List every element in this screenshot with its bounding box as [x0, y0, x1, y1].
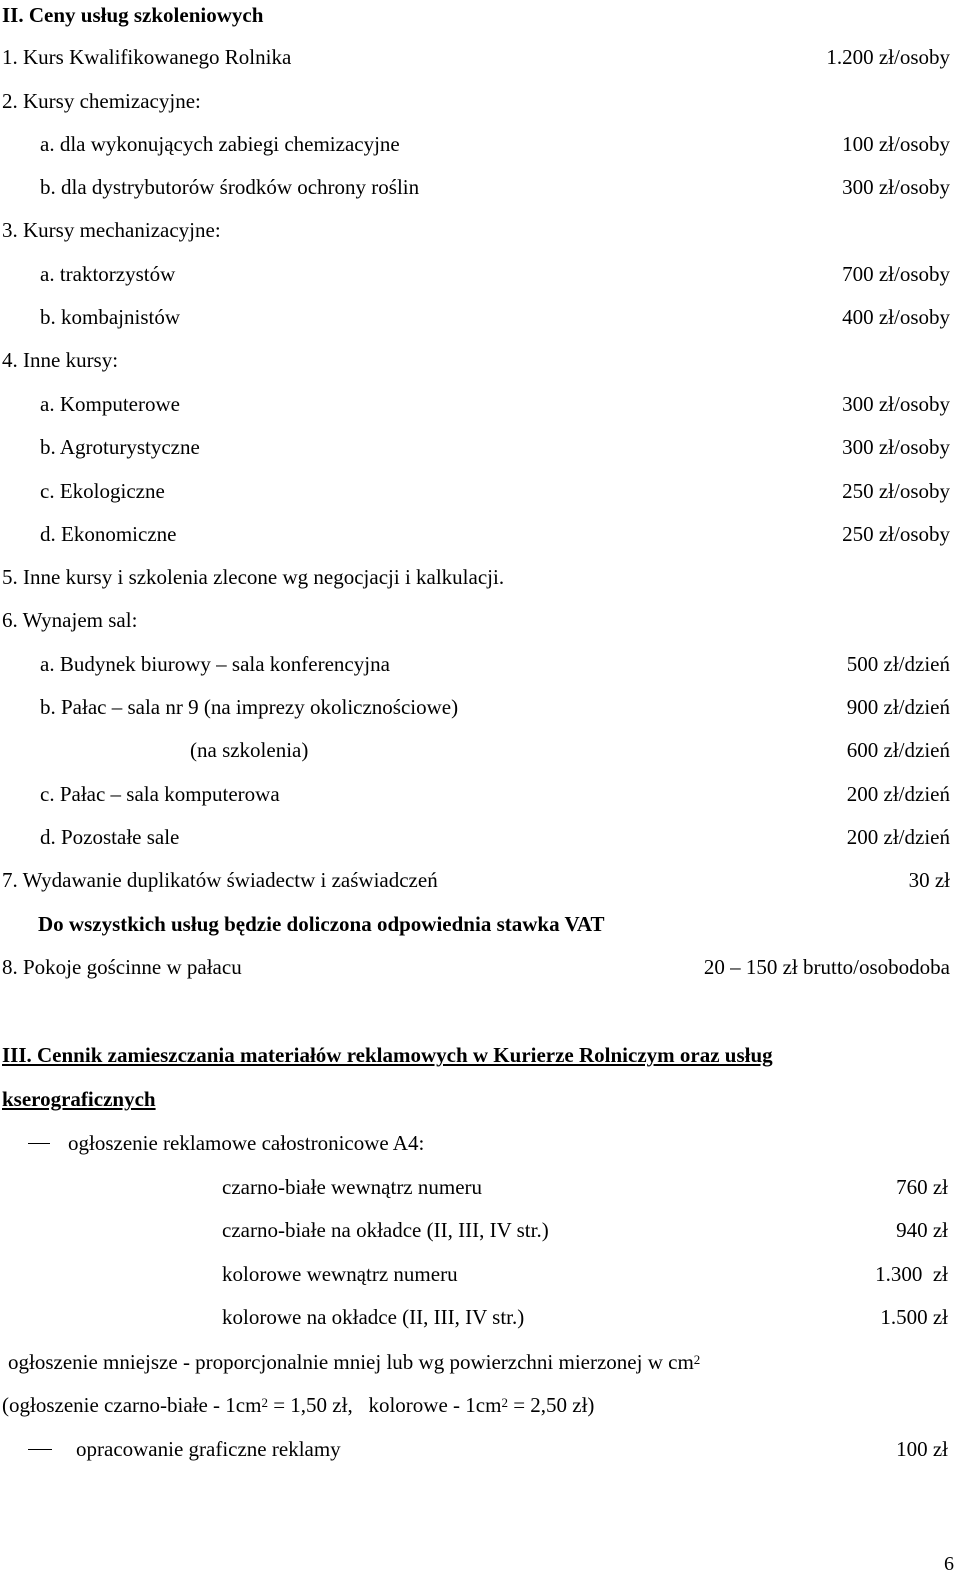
- ad-full-label: ogłoszenie reklamowe całostronicowe A4:: [68, 1131, 425, 1155]
- item-2b-price: 300 zł/osoby: [842, 175, 950, 199]
- smaller-ad-text: ogłoszenie mniejsze - proporcjonalnie mniej lub wg powierzchni mierzonej w cm: [8, 1350, 694, 1374]
- item-2a-label: a. dla wykonujących zabiegi chemizacyjne: [40, 132, 400, 156]
- item-4a-label: a. Komputerowe: [40, 392, 180, 416]
- ad-row-2-label: czarno-białe na okładce (II, III, IV str.): [222, 1218, 549, 1242]
- item-4d-price: 250 zł/osoby: [842, 522, 950, 546]
- ad-row-3-price: 1.300 zł: [875, 1262, 948, 1286]
- item-6a-label: a. Budynek biurowy – sala konferencyjna: [40, 652, 390, 676]
- item-4a-price: 300 zł/osoby: [842, 392, 950, 416]
- item-6c-label: c. Pałac – sala komputerowa: [40, 782, 280, 806]
- item-7-label: 7. Wydawanie duplikatów świadectw i zaświadczeń: [2, 868, 438, 892]
- smaller-ad-line: [8, 1350, 700, 1374]
- item-3a-price: 700 zł/osoby: [842, 262, 950, 286]
- item-6b2-label: (na szkolenia): [190, 738, 309, 762]
- ad-row-2-price: 940 zł: [896, 1218, 948, 1242]
- item-1-price: 1.200 zł/osoby: [826, 45, 950, 69]
- item-3b-label: b. kombajnistów: [40, 305, 180, 329]
- item-6d-label: d. Pozostałe sale: [40, 825, 180, 849]
- item-8-label: 8. Pokoje gościnne w pałacu: [2, 955, 242, 979]
- vat-note: Do wszystkich usług będzie doliczona odpowiednia stawka VAT: [38, 912, 605, 936]
- ad-row-1-label: czarno-białe wewnątrz numeru: [222, 1175, 483, 1199]
- dash-bullet-icon: [28, 1449, 52, 1450]
- example-sup-2: 2: [501, 1395, 508, 1410]
- item-4c-label: c. Ekologiczne: [40, 479, 165, 503]
- example-part-1: (ogłoszenie czarno-białe - 1cm: [2, 1393, 262, 1417]
- item-6-label: 6. Wynajem sal:: [2, 608, 138, 632]
- item-4d-label: d. Ekonomiczne: [40, 522, 177, 546]
- ad-row-4-price: 1.500 zł: [880, 1305, 948, 1329]
- graphic-design-price: 100 zł: [896, 1437, 948, 1461]
- item-6d-price: 200 zł/dzień: [846, 825, 950, 849]
- item-2-label: 2. Kursy chemizacyjne:: [2, 89, 201, 113]
- graphic-design-label: opracowanie graficzne reklamy: [76, 1437, 341, 1461]
- example-part-3: = 2,50 zł): [507, 1393, 595, 1417]
- item-2a-price: 100 zł/osoby: [842, 132, 950, 156]
- ad-row-1-price: 760 zł: [896, 1175, 948, 1199]
- item-6b-price: 900 zł/dzień: [846, 695, 950, 719]
- item-5-label: 5. Inne kursy i szkolenia zlecone wg negocjacji i kalkulacji.: [2, 565, 505, 589]
- ad-row-3-label: kolorowe wewnątrz numeru: [222, 1262, 458, 1286]
- item-6a-price: 500 zł/dzień: [846, 652, 950, 676]
- item-6b-label: b. Pałac – sala nr 9 (na imprezy okolicznościowe): [40, 695, 459, 719]
- item-4b-label: b. Agroturystyczne: [40, 435, 200, 459]
- item-3-label: 3. Kursy mechanizacyjne:: [2, 218, 221, 242]
- ad-row-4-label: kolorowe na okładce (II, III, IV str.): [222, 1305, 525, 1329]
- item-3a-label: a. traktorzystów: [40, 262, 176, 286]
- item-4c-price: 250 zł/osoby: [842, 479, 950, 503]
- dash-bullet-icon: [28, 1143, 50, 1144]
- item-8-price: 20 – 150 zł brutto/osobodoba: [703, 955, 950, 979]
- page-number: 6: [944, 1553, 954, 1575]
- section-3-heading-line1: III. Cennik zamieszczania materiałów reklamowych w Kurierze Rolniczym oraz usług: [2, 1043, 773, 1067]
- item-1-label: 1. Kurs Kwalifikowanego Rolnika: [2, 45, 292, 69]
- item-2b-label: b. dla dystrybutorów środków ochrony roślin: [40, 175, 420, 199]
- example-part-2: = 1,50 zł, kolorowe - 1cm: [267, 1393, 502, 1417]
- item-4-label: 4. Inne kursy:: [2, 348, 119, 372]
- example-sup-1: 2: [261, 1395, 268, 1410]
- item-3b-price: 400 zł/osoby: [842, 305, 950, 329]
- section-2-heading: II. Ceny usług szkoleniowych: [2, 3, 264, 27]
- item-6b2-price: 600 zł/dzień: [846, 738, 950, 762]
- section-3-heading-line2: kserograficznych: [2, 1087, 156, 1111]
- item-7-price: 30 zł: [908, 868, 950, 892]
- item-4b-price: 300 zł/osoby: [842, 435, 950, 459]
- smaller-ad-sup: 2: [693, 1352, 701, 1367]
- item-6c-price: 200 zł/dzień: [846, 782, 950, 806]
- smaller-ad-example-line: [2, 1393, 594, 1417]
